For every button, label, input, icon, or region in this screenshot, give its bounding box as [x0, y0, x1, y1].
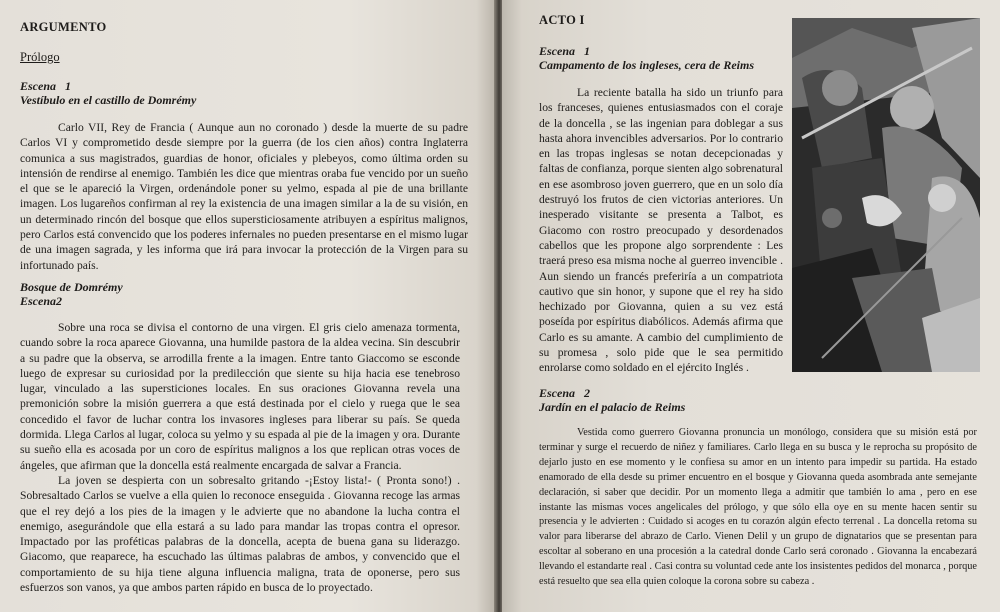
scene-1-paragraph: Carlo VII, Rey de Francia ( Aunque aun no coronado ) desde la muerte de su padre Carlos VI y comprometido desde siempre por la guerra (de los cien años) contra Inglaterra comunica a sus magistrados, guardias de honor, oficiales y plebeyos, como última orden su intensión de rendirse al enemigo. También les dice que mientras oraba fue vencido por un sueño el que se le apareció la Virgen, ordenándole poner su yelmo, espada al pie de una brillante imagen. Los lugareños confirman al rey la existencia de una imagen similar a la de su visión, en un determinado rincón del bosque que ellos supersticiosamente atribuyen a espíritus malignos, pero Carlos está convencido que los poderes infernales no pueden presentarse en el mismo lugar de una imagen sagrada, y les informa que irá para invocar la protección de la Virgen para su infortunado país.: [20, 121, 468, 272]
left-page: [0, 0, 496, 612]
scene-2-paragraph-2: La joven se despierta con un sobresalto gritando -¡Estoy lista!- ( Pronta sono!) . Sobresaltado Carlos se vuelve a ella quien lo reconoce enseguida . Giovanna recoge las armas que el rey dejó a los pies de la imagen y le advierte que no abandone la lucha contra el enemigo, asegurándole que ella estará a su lado para mandar las tropas contra el opresor. Impactado por las proféticas palabras de la doncella, acepta de buena gana su liderazgo. Giacomo, que reaparece, ha escuchado las últimas palabras de ambos, y convencido que el comportamiento de su hija tiene alguna influencia maligna, trata de oponerse, pero sus esfuerzos son vanos, ya que ambos parten rápido en busca de lo proyectado.: [20, 473, 460, 595]
scene-1-number: Escena 1: [20, 79, 71, 93]
act-scene-2-title: Jardín en el palacio de Reims: [539, 400, 686, 414]
illustration-fresco: [792, 18, 980, 372]
argument-heading: ARGUMENTO: [20, 20, 107, 34]
act-scene-1-number: Escena 1: [539, 44, 590, 58]
scene-1-title: Vestíbulo en el castillo de Domrémy: [20, 93, 197, 107]
act-scene-2-number: Escena 2: [539, 386, 590, 400]
act-scene-1-paragraph: La reciente batalla ha sido un triunfo para los franceses, quienes entusiasmados con el coraje de la doncella , se las ingenian para doblegar a sus hasta ahora invencibles adversarios. Por lo contrario en las tropas inglesas se notan decepcionadas y faltas de confianza, porque sienten algo sobrenatural en ese asombroso joven guerrero, que en un solo día destruyó los frutos de cien victorias anteriores. Un inesperado visitante se presenta a Talbot, es Giacomo con rostro preocupado y desordenados cabellos que les propone algo sorprendente : Les traerá preso esa misma noche al guerreo invencible . Aun siendo un francés preferiría a un compatriota cautivo que sin honor, y supone que el rey ha sido hechizado por Giovanna, quien a su vez está poseída por espíritus diabólicos. Además afirma que Carlo es su amante. A cambio del cumplimiento de su promesa , solo pide que le sea permitido enrolarse como soldado en el ejército Inglés .: [539, 86, 783, 375]
scene-2-paragraph-1: Sobre una roca se divisa el contorno de una virgen. El gris cielo amenaza tormenta, cuando sobre la roca aparece Giovanna, una humilde pastora de la aldea vecina. Sin descubrir a su padre que la observa, se arrodilla frente a la imagen. Entre tanto Giaccomo se esconde luego de expresar su curiosidad por la predilección que siente su hija hacia ese tenebroso lugar, vinculado a las supersticiones locales. En sus oraciones Giovanna revela una premonición sobre la misión guerrera a que está destinada por el cielo y ruega que le sea concedido el favor de luchar contra los invasores ingleses para liberar su país. Se queda dormida. Llega Carlos al lugar, coloca su yelmo y su espada al pie de la imagen y ora. Durante su sueño ella es acosada por un coro de espíritus malignos a los que replican otras voces de ángeles, que afirman que la doncella está realmente encargada de salvar a Francia.: [20, 321, 460, 472]
act-scene-2-paragraph: Vestida como guerrero Giovanna pronuncia un monólogo, considera que su misión está por terminar y surge el recuerdo de niñez y familiares. Carlo llega en su busca y le reprocha su propósito de dejarlo justo en ese momento y le confiesa su amor en un intento para impedir su partida. Ha estado enamorado de ella desde su primer encuentro en el bosque y Giovanna queda asombrada ante semejante declaración, si saber que decidir. Por un momento llega a admitir que también lo ama , pero en ese instante las mismas voces angelicales del prólogo, y que sólo ella oye en su mente hacen sentir su presencia y le advierten : Cuidado si acoges en tu corazón algún efecto terrenal . La doncella retoma su valor para liberarse del abrazo de Carlo. Vienen Delil y un grupo de dignatarios que se presentan para escoltar al soberano en una procesión a la catedral donde Carlo será coronado . Giovanna la encabezará llevando el estandarte real . Casi contra su voluntad cede ante los insistentes pedidos del monarca , porque está resuelto que sea ella quien coloque la corona sobre su cabeza .: [539, 427, 977, 588]
act-scene-1-text-block: [539, 85, 783, 376]
scene-2-place: Bosque de Domrémy: [20, 280, 123, 294]
scene-2-number: Escena2: [20, 294, 62, 308]
fresco-image: [792, 18, 980, 372]
act-heading: ACTO I: [539, 13, 585, 27]
prologue-label: Prólogo: [20, 50, 60, 64]
scene-1-text-block: [20, 120, 468, 273]
act-scene-1-title: Campamento de los ingleses, cera de Reims: [539, 58, 754, 72]
scene-2-text-block: [20, 320, 460, 595]
act-scene-2-text-block: [539, 426, 977, 590]
